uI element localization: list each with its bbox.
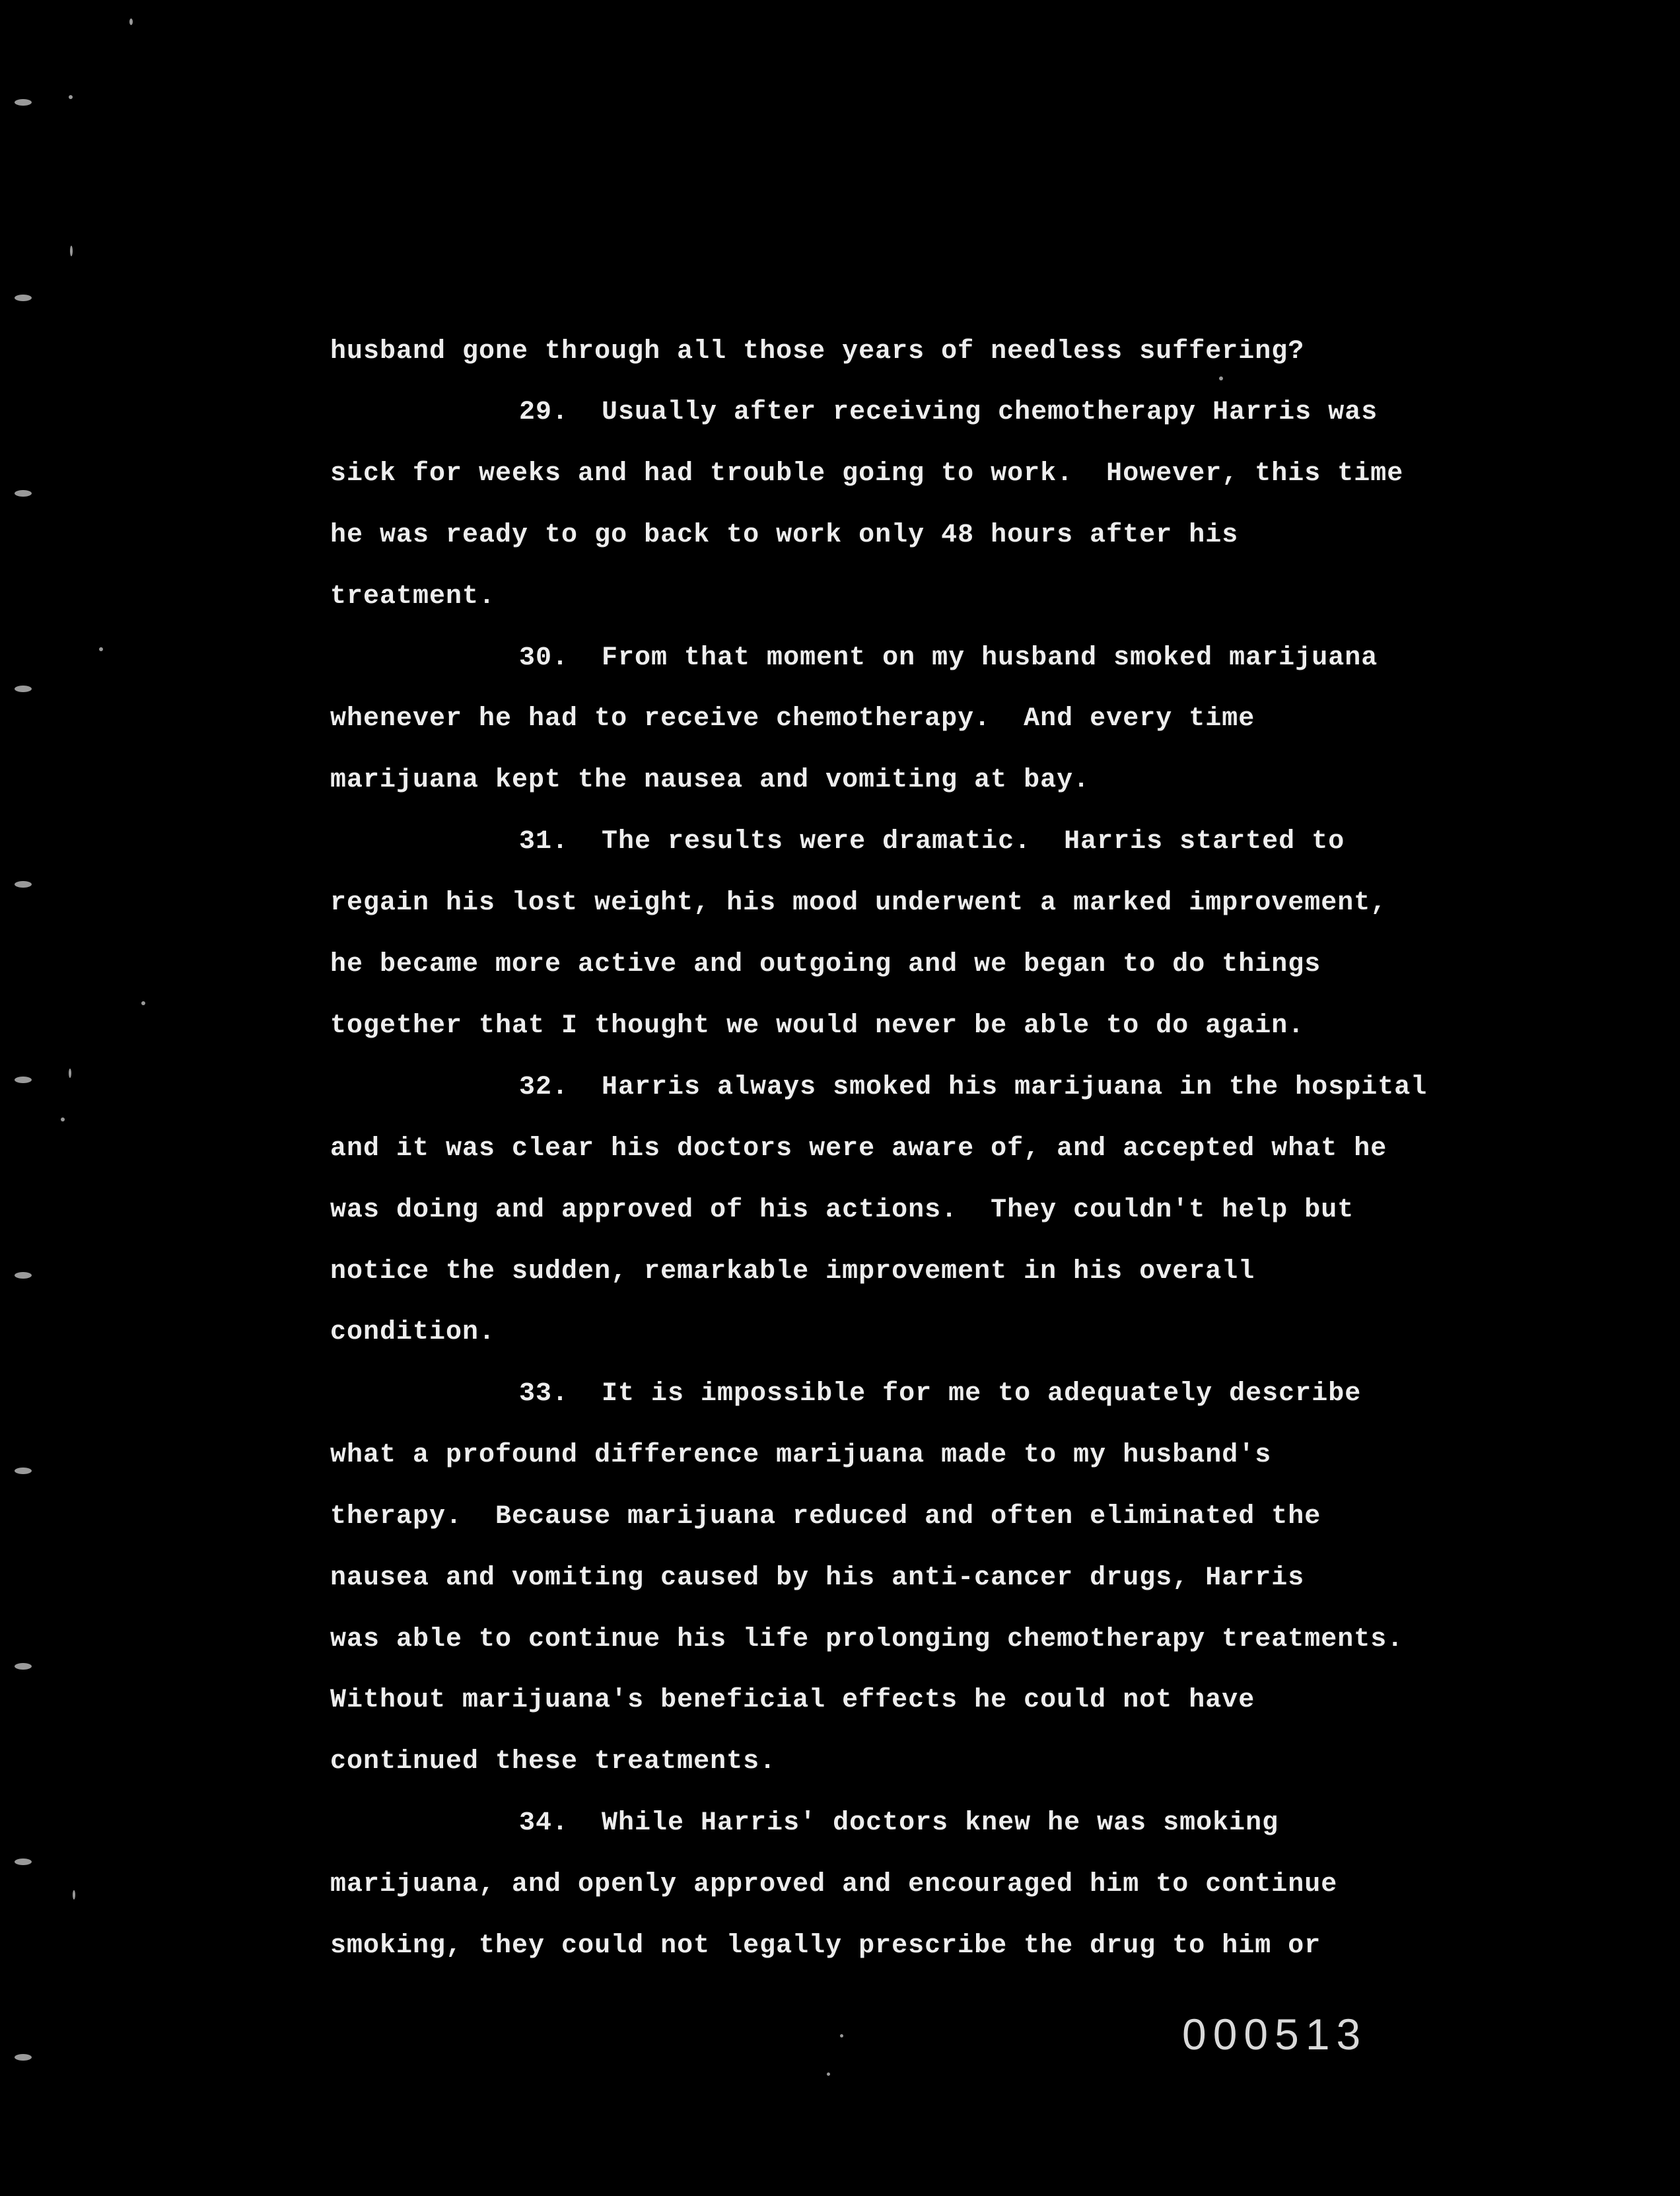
scan-speck [15,881,32,888]
text-line: treatment. [330,582,496,612]
text-line: he was ready to go back to work only 48 hours after his [330,520,1239,550]
scan-speck [129,18,133,25]
text-line: and it was clear his doctors were aware of, and accepted what he [330,1134,1387,1164]
scan-speck [15,295,32,301]
scan-speck [69,1069,71,1078]
text-line: condition. [330,1318,496,1347]
text-line: he became more active and outgoing and we began to do things [330,950,1321,979]
scan-speck [15,1663,32,1670]
scan-speck [15,490,32,497]
text-line: notice the sudden, remarkable improvement in his overall [330,1257,1255,1287]
text-line: husband gone through all those years of needless suffering? [330,337,1305,367]
paragraph-32-start: 32. Harris always smoked his marijuana in the hospital [519,1073,1428,1102]
text-line: Without marijuana's beneficial effects he could not have [330,1685,1255,1715]
scan-speck [15,1859,32,1865]
scan-speck [15,1077,32,1083]
scan-speck [73,1890,75,1899]
scan-speck [15,1272,32,1279]
scan-speck [69,95,73,99]
scan-speck [61,1117,65,1121]
text-line: marijuana, and openly approved and encouraged him to continue [330,1870,1338,1899]
paragraph-34-start: 34. While Harris' doctors knew he was smoking [519,1808,1279,1838]
text-line: together that I thought we would never be able to do again. [330,1011,1305,1041]
scan-speck [15,99,32,106]
scan-speck [15,2054,32,2061]
scan-speck [840,2034,843,2037]
text-line: regain his lost weight, his mood underwent a marked improvement, [330,888,1387,918]
text-line: smoking, they could not legally prescribe the drug to him or [330,1931,1321,1961]
paragraph-33-start: 33. It is impossible for me to adequately describe [519,1379,1362,1409]
scan-speck [141,1001,145,1005]
text-line: therapy. Because marijuana reduced and often eliminated the [330,1502,1321,1532]
text-line: nausea and vomiting caused by his anti-cancer drugs, Harris [330,1563,1305,1593]
paragraph-30-start: 30. From that moment on my husband smoked marijuana [519,643,1378,673]
scan-speck [15,686,32,692]
text-line: marijuana kept the nausea and vomiting at bay. [330,765,1090,795]
bates-page-stamp: 000513 [1182,2010,1368,2059]
paragraph-31-start: 31. The results were dramatic. Harris started to [519,827,1345,857]
scan-speck [1219,376,1223,380]
paragraph-29-start: 29. Usually after receiving chemotherapy Harris was [519,398,1378,427]
scan-speck [827,2072,830,2076]
text-line: sick for weeks and had trouble going to work. However, this time [330,459,1404,489]
text-line: continued these treatments. [330,1747,777,1777]
text-line: whenever he had to receive chemotherapy. And every time [330,704,1255,734]
scan-speck [15,1468,32,1474]
scan-speck [99,647,103,651]
text-line: was doing and approved of his actions. They couldn't help but [330,1195,1354,1225]
text-line: what a profound difference marijuana made to my husband's [330,1440,1272,1470]
scan-speck [70,246,73,256]
text-line: was able to continue his life prolonging chemotherapy treatments. [330,1625,1404,1654]
